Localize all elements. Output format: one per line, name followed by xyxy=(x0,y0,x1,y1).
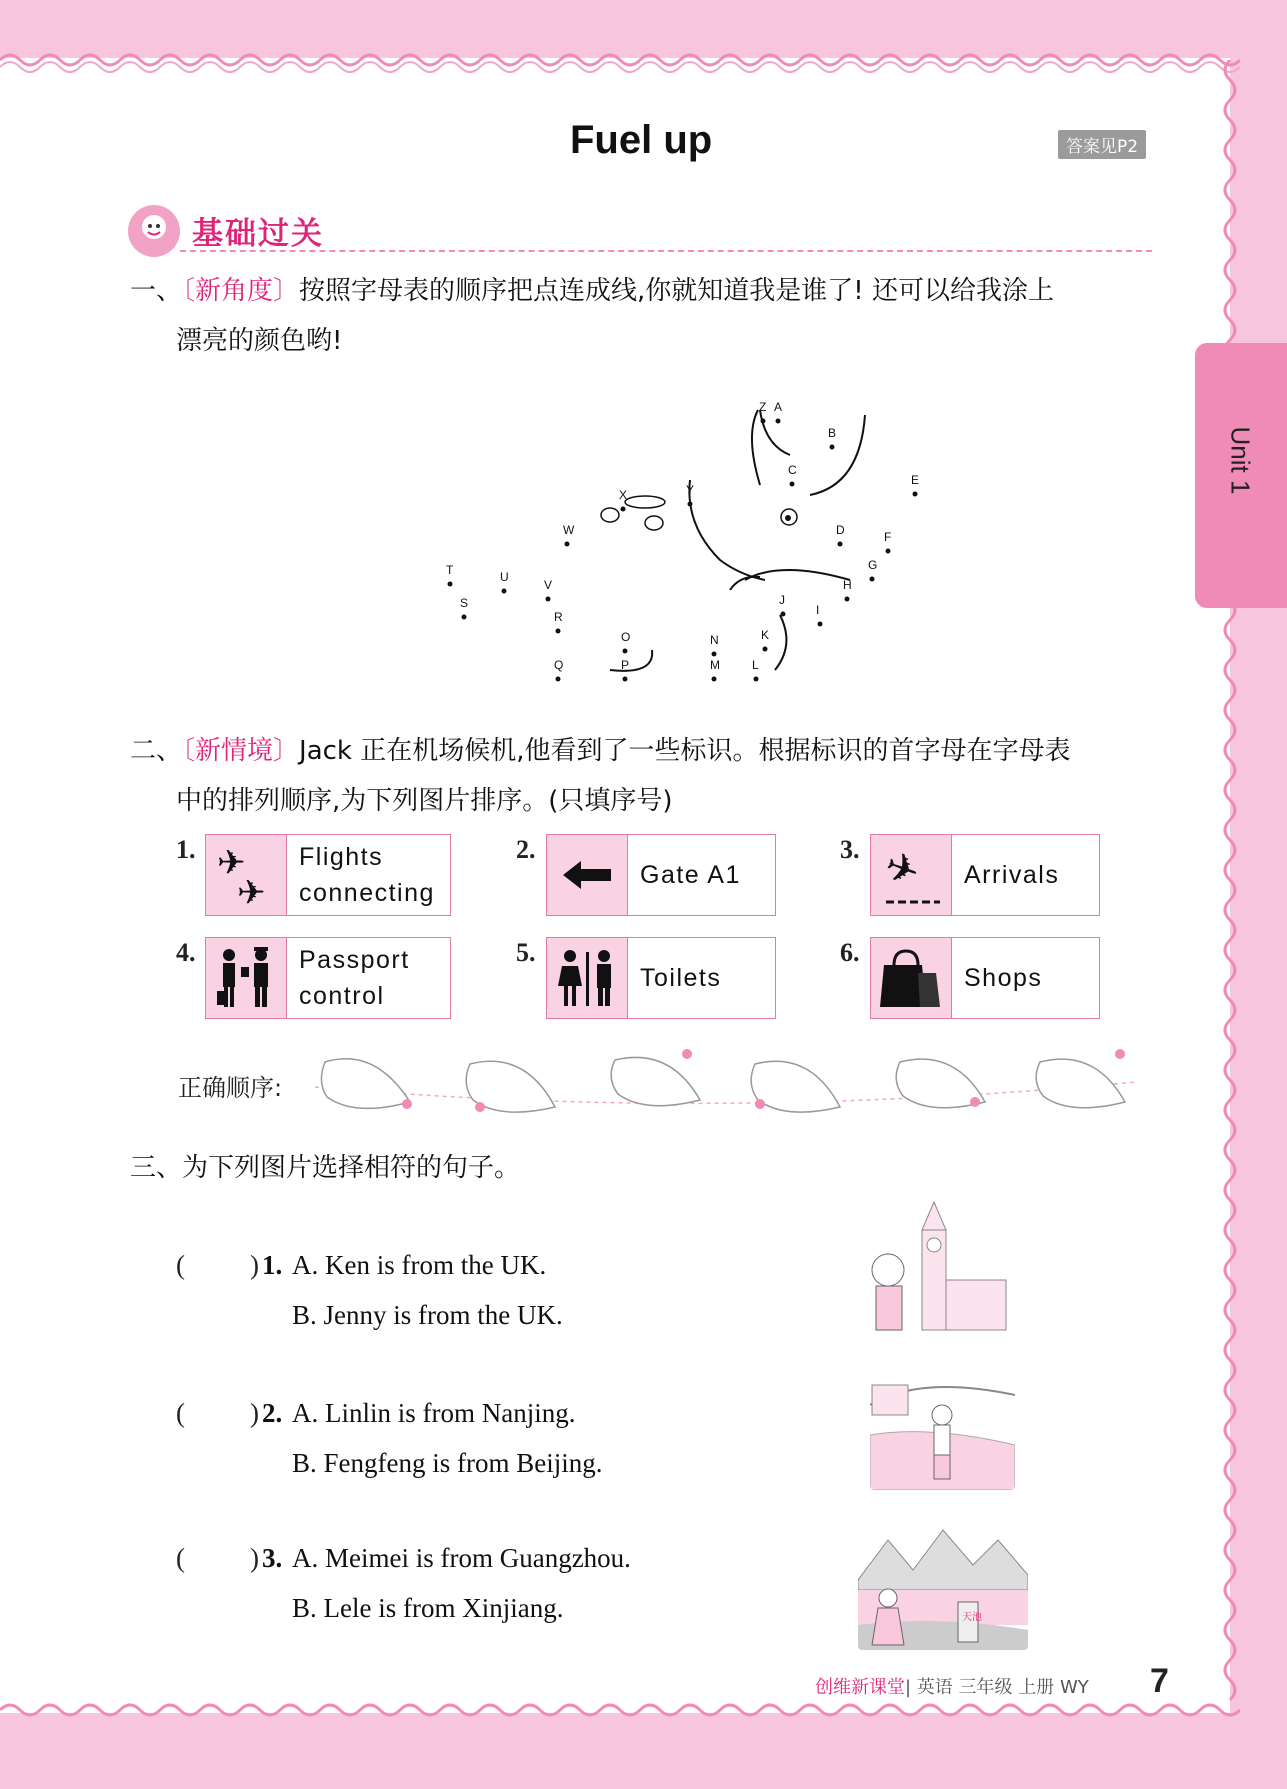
q2-text-line1: Jack 正在机场候机,他看到了一些标识。根据标识的首字母在字母表 xyxy=(299,736,1071,766)
sign-gate-a1 xyxy=(546,834,776,916)
q2-text-line2: 中的排列顺序,为下列图片排序。(只填序号) xyxy=(176,786,673,816)
answer-blank-1[interactable] xyxy=(186,1250,252,1284)
answer-reference-badge: 答案见P2 xyxy=(1058,130,1146,159)
section-divider xyxy=(180,250,1152,252)
passport-control-icon xyxy=(206,938,287,1018)
dot-label-v: V xyxy=(544,578,553,592)
dot-label-m: M xyxy=(710,658,720,672)
dot-label-r: R xyxy=(554,610,563,624)
option-b: B. Fengfeng is from Beijing. xyxy=(292,1448,603,1478)
answer-leaf-3[interactable] xyxy=(611,1049,700,1106)
order-label: 正确顺序: xyxy=(178,1074,283,1102)
option-b: B. Lele is from Xinjiang. xyxy=(292,1593,564,1623)
sign-label xyxy=(287,938,410,1018)
answer-paren-open: ( xyxy=(176,1398,185,1428)
q1-tag: 〔新角度〕 xyxy=(182,276,300,306)
sign-label: Gate A1 xyxy=(640,861,741,889)
dot-label-x: X xyxy=(619,488,628,502)
sign-number: 4. xyxy=(176,938,196,967)
section-mascot-icon xyxy=(128,205,180,257)
dot-label-s: S xyxy=(460,596,469,610)
sign-number: 1. xyxy=(176,835,196,864)
dot-k[interactable] xyxy=(763,647,768,652)
arrow-left-icon xyxy=(547,835,628,915)
q1-text-line2: 漂亮的颜色哟! xyxy=(176,326,343,356)
sign-number: 2. xyxy=(516,835,536,864)
q2-number: 二、 xyxy=(130,736,183,766)
dot-n[interactable] xyxy=(712,652,717,657)
unit-tab-label: Unit 1 xyxy=(1225,426,1256,495)
option-a: A. Linlin is from Nanjing. xyxy=(292,1398,576,1428)
dot-label-i: I xyxy=(816,603,820,617)
answer-paren-close: ) xyxy=(250,1543,259,1573)
answer-leaf-6[interactable] xyxy=(1036,1049,1125,1108)
q3-title: 三、为下列图片选择相符的句子。 xyxy=(130,1153,521,1183)
dot-j[interactable] xyxy=(781,612,786,617)
dot-l[interactable] xyxy=(754,677,759,682)
shopping-bag-icon xyxy=(871,938,952,1018)
dot-label-b: B xyxy=(828,426,837,440)
wavy-border-top xyxy=(0,45,1240,75)
dot-v[interactable] xyxy=(546,597,551,602)
sign-label: Shops xyxy=(964,964,1043,992)
scene-sign-text: 天池 xyxy=(962,1612,982,1623)
answer-leaf-2[interactable] xyxy=(466,1061,555,1112)
sign-number: 3. xyxy=(840,835,860,864)
dot-label-g: G xyxy=(868,558,878,572)
dot-label-l: L xyxy=(752,658,759,672)
dot-label-u: U xyxy=(500,570,509,584)
dot-label-o: O xyxy=(621,630,631,644)
dot-label-p: P xyxy=(621,658,630,672)
wavy-border-right xyxy=(1215,60,1245,1710)
toilets-icon xyxy=(547,938,628,1018)
section-title: 基础过关 xyxy=(192,216,324,252)
dot-label-j: J xyxy=(779,593,785,607)
sign-shops xyxy=(870,937,1100,1019)
footer-meta: | 英语 三年级 上册 WY xyxy=(905,1677,1089,1698)
dot-p[interactable] xyxy=(623,677,628,682)
rhino-dot-to-dot-figure xyxy=(420,385,940,695)
answer-blank-2[interactable] xyxy=(186,1398,252,1432)
dot-q[interactable] xyxy=(556,677,561,682)
scene-tianchi-lake xyxy=(858,1520,1028,1650)
item-number: 1. xyxy=(262,1250,283,1280)
dot-r[interactable] xyxy=(556,629,561,634)
dot-label-n: N xyxy=(710,633,719,647)
dot-label-z: Z xyxy=(759,400,767,414)
sign-flights-connecting xyxy=(205,834,451,916)
dot-label-f: F xyxy=(884,530,892,544)
sign-label-line1: Passport xyxy=(299,946,410,974)
dot-i[interactable] xyxy=(818,622,823,627)
dot-w[interactable] xyxy=(565,542,570,547)
option-b: B. Jenny is from the UK. xyxy=(292,1300,563,1330)
svg-text:✈: ✈ xyxy=(217,843,246,883)
scene-uk-big-ben xyxy=(860,1200,1020,1340)
dot-g[interactable] xyxy=(870,577,875,582)
page-number: 7 xyxy=(1150,1662,1169,1700)
sign-arrivals xyxy=(870,834,1100,916)
dot-a[interactable] xyxy=(776,419,781,424)
svg-text:✈: ✈ xyxy=(878,842,926,897)
sign-label: Toilets xyxy=(640,964,722,992)
answer-leaf-4[interactable] xyxy=(751,1061,840,1112)
sign-label-line2: control xyxy=(299,982,385,1010)
dot-y[interactable] xyxy=(688,502,693,507)
dot-s[interactable] xyxy=(462,615,467,620)
answer-blank-3[interactable] xyxy=(186,1543,252,1577)
dot-label-c: C xyxy=(788,463,797,477)
q1-text-line1: 按照字母表的顺序把点连成线,你就知道我是谁了! 还可以给我涂上 xyxy=(299,276,1054,306)
dot-c[interactable] xyxy=(790,482,795,487)
answer-paren-close: ) xyxy=(250,1398,259,1428)
svg-text:✈: ✈ xyxy=(237,873,266,910)
dot-label-y: Y xyxy=(686,483,695,497)
scene-great-wall xyxy=(870,1365,1015,1490)
sign-label-line2: connecting xyxy=(299,879,435,907)
q2-instruction xyxy=(130,728,1071,774)
sign-toilets xyxy=(546,937,776,1019)
dot-d[interactable] xyxy=(838,542,843,547)
option-a: A. Ken is from the UK. xyxy=(292,1250,547,1280)
q1-number: 一、 xyxy=(130,276,183,306)
dot-f[interactable] xyxy=(886,549,891,554)
footer-brand: 创维新课堂 xyxy=(815,1677,905,1698)
dot-label-w: W xyxy=(563,523,575,537)
page-title: Fuel up xyxy=(570,118,713,162)
dot-label-q: Q xyxy=(554,658,564,672)
dot-h[interactable] xyxy=(845,597,850,602)
dot-label-k: K xyxy=(761,628,770,642)
dot-m[interactable] xyxy=(712,677,717,682)
q2-tag: 〔新情境〕 xyxy=(182,736,300,766)
sign-number: 5. xyxy=(516,938,536,967)
answer-leaf-1[interactable] xyxy=(321,1059,412,1109)
sign-label xyxy=(287,835,435,915)
answer-leaf-5[interactable] xyxy=(896,1059,985,1108)
option-a: A. Meimei is from Guangzhou. xyxy=(292,1543,631,1573)
sign-passport-control xyxy=(205,937,451,1019)
dot-e[interactable] xyxy=(913,492,918,497)
sign-number: 6. xyxy=(840,938,860,967)
airplane-icon xyxy=(206,835,287,915)
footer-info xyxy=(815,1673,1089,1699)
wavy-border-bottom xyxy=(0,1700,1240,1730)
arrivals-icon xyxy=(871,835,952,915)
dot-label-a: A xyxy=(774,400,783,414)
answer-leaves-row xyxy=(315,1042,1135,1132)
dot-u[interactable] xyxy=(502,589,507,594)
item-number: 2. xyxy=(262,1398,283,1428)
sign-label: Arrivals xyxy=(964,861,1060,889)
item-number: 3. xyxy=(262,1543,283,1573)
dot-x[interactable] xyxy=(621,507,626,512)
dot-label-t: T xyxy=(446,563,454,577)
dot-label-d: D xyxy=(836,523,845,537)
dot-o[interactable] xyxy=(623,649,628,654)
sign-label-line1: Flights xyxy=(299,843,384,871)
answer-paren-open: ( xyxy=(176,1543,185,1573)
dot-label-e: E xyxy=(911,473,920,487)
dot-label-h: H xyxy=(843,578,852,592)
answer-paren-close: ) xyxy=(250,1250,259,1280)
answer-paren-open: ( xyxy=(176,1250,185,1280)
dot-b[interactable] xyxy=(830,445,835,450)
dot-t[interactable] xyxy=(448,582,453,587)
q1-instruction xyxy=(130,268,1054,314)
dot-z[interactable] xyxy=(761,419,766,424)
